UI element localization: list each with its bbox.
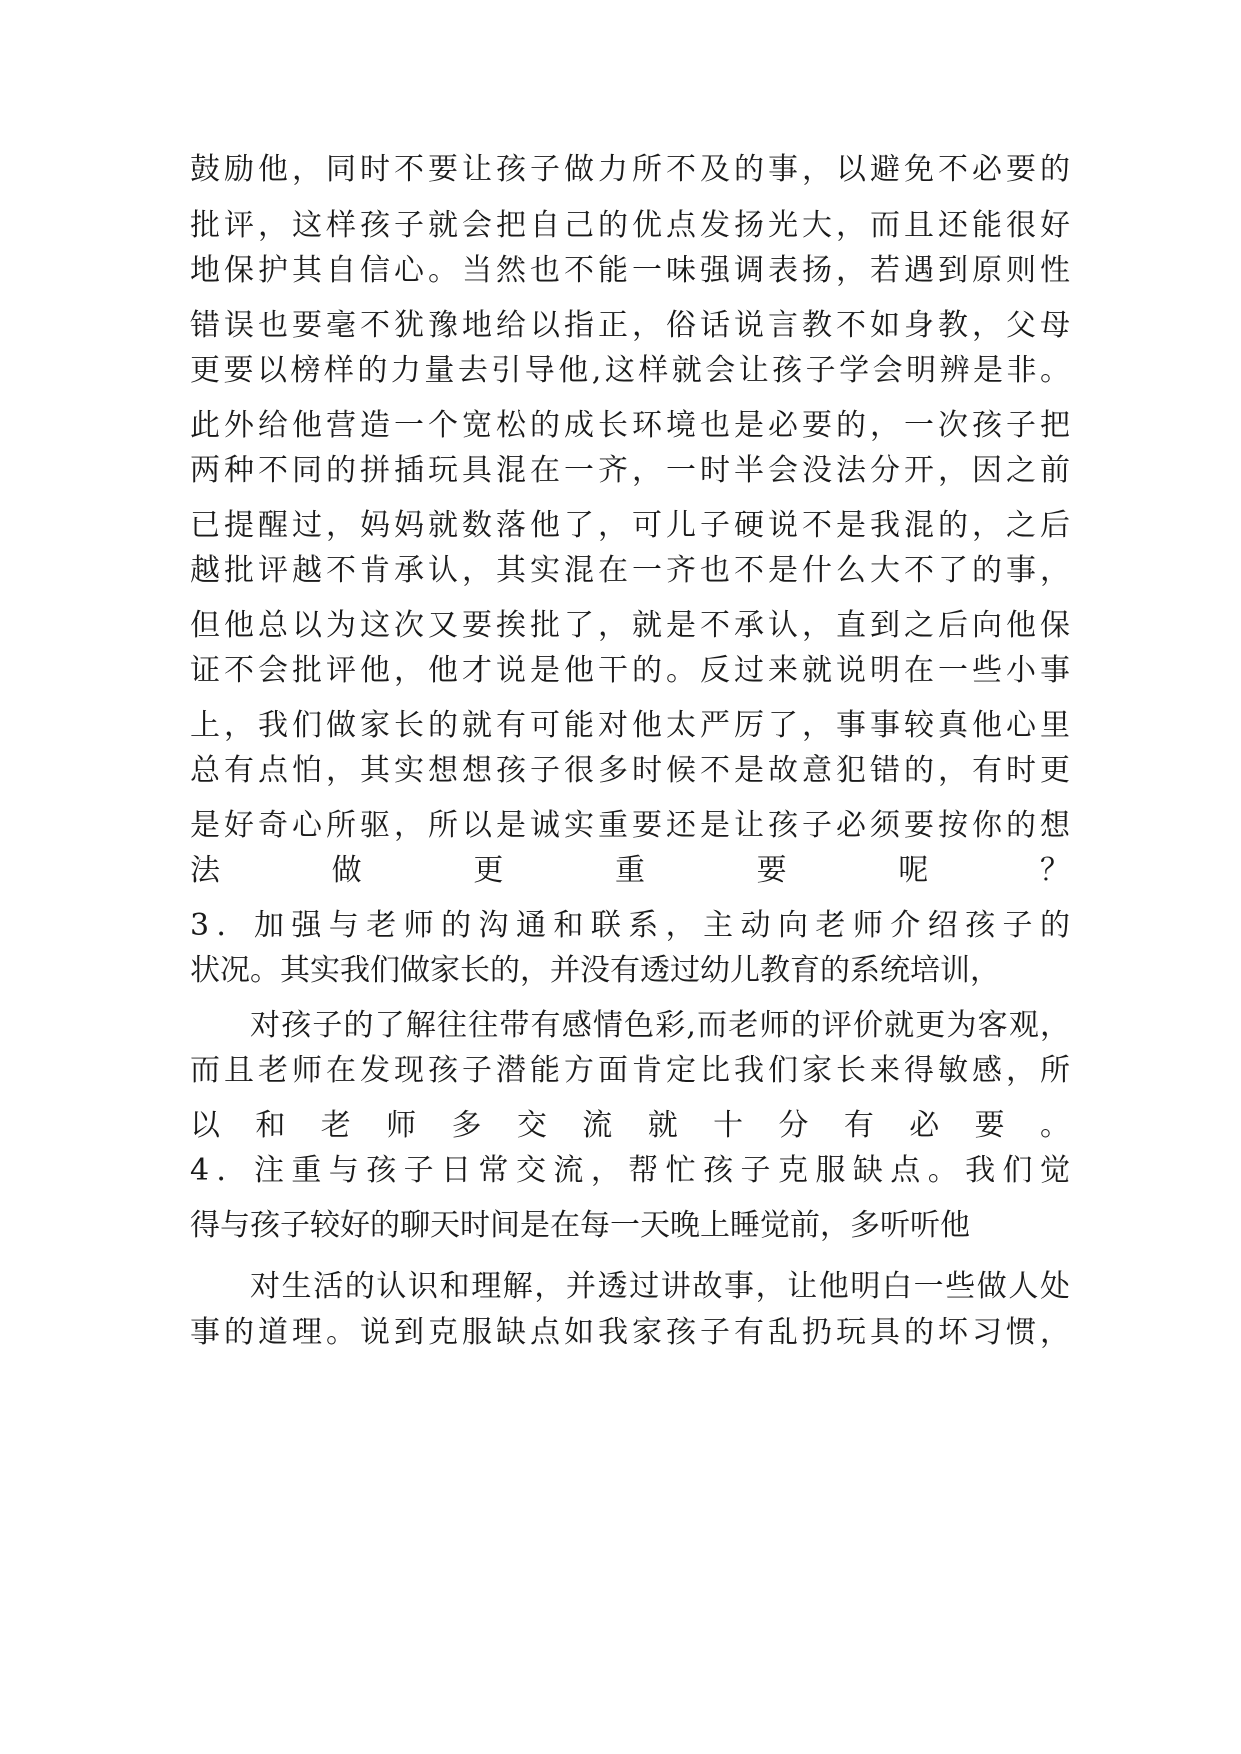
body-text-line: 批评，这样孩子就会把自己的优点发扬光大，而且还能很好: [190, 208, 1070, 243]
body-text-line: 法做更重要呢？: [190, 853, 1070, 888]
body-text-line: 越批评越不肯承认，其实混在一齐也不是什么大不了的事，: [190, 553, 1070, 588]
body-text-line: 状况。其实我们做家长的，并没有透过幼儿教育的系统培训，: [190, 953, 1000, 988]
body-text-line: 已提醒过，妈妈就数落他了，可儿子硬说不是我混的，之后: [190, 508, 1070, 543]
body-text-line: 两种不同的拼插玩具混在一齐，一时半会没法分开，因之前: [190, 453, 1070, 488]
body-text-line: 总有点怕，其实想想孩子很多时候不是故意犯错的，有时更: [190, 753, 1070, 788]
body-text-line: [190, 1413, 1070, 1453]
body-text-line: 事的道理。说到克服缺点如我家孩子有乱扔玩具的坏习惯，: [190, 1315, 1070, 1350]
body-text-line: 得与孩子较好的聊天时间是在每一天晚上睡觉前，多听听他: [190, 1208, 970, 1243]
body-text-line: 鼓励他，同时不要让孩子做力所不及的事，以避免不必要的: [190, 152, 1070, 187]
body-text-line: 但他总以为这次又要挨批了，就是不承认，直到之后向他保: [190, 608, 1070, 643]
body-text-line: [190, 1368, 1070, 1408]
body-text-line: 是好奇心所驱，所以是诚实重要还是让孩子必须要按你的想: [190, 808, 1070, 843]
section-3-heading-line: 对孩子的了解往往带有感情色彩,而老师的评价就更为客观，: [250, 1008, 1070, 1043]
body-text-line: 证不会批评他，他才说是他干的。反过来就说明在一些小事: [190, 653, 1070, 688]
body-text-line: 以和老师多交流就十分有必要。: [190, 1108, 1070, 1143]
body-text-line: 3．加强与老师的沟通和联系，主动向老师介绍孩子的: [190, 908, 1070, 943]
body-text-line: 错误也要毫不犹豫地给以指正，俗话说言教不如身教，父母: [190, 308, 1070, 343]
body-text-line: 此外给他营造一个宽松的成长环境也是必要的，一次孩子把: [190, 408, 1070, 443]
body-text-line: 而且老师在发现孩子潜能方面肯定比我们家长来得敏感，所: [190, 1053, 1070, 1088]
body-text-line: 上，我们做家长的就有可能对他太严厉了，事事较真他心里: [190, 708, 1070, 743]
body-text-line: 更要以榜样的力量去引导他,这样就会让孩子学会明辨是非。: [190, 353, 1070, 388]
section-4-heading-line: 对生活的认识和理解，并透过讲故事，让他明白一些做人处: [250, 1269, 1070, 1304]
body-text-line: 地保护其自信心。当然也不能一味强调表扬，若遇到原则性: [190, 253, 1070, 288]
body-text-line: 4．注重与孩子日常交流，帮忙孩子克服缺点。我们觉: [190, 1153, 1070, 1188]
